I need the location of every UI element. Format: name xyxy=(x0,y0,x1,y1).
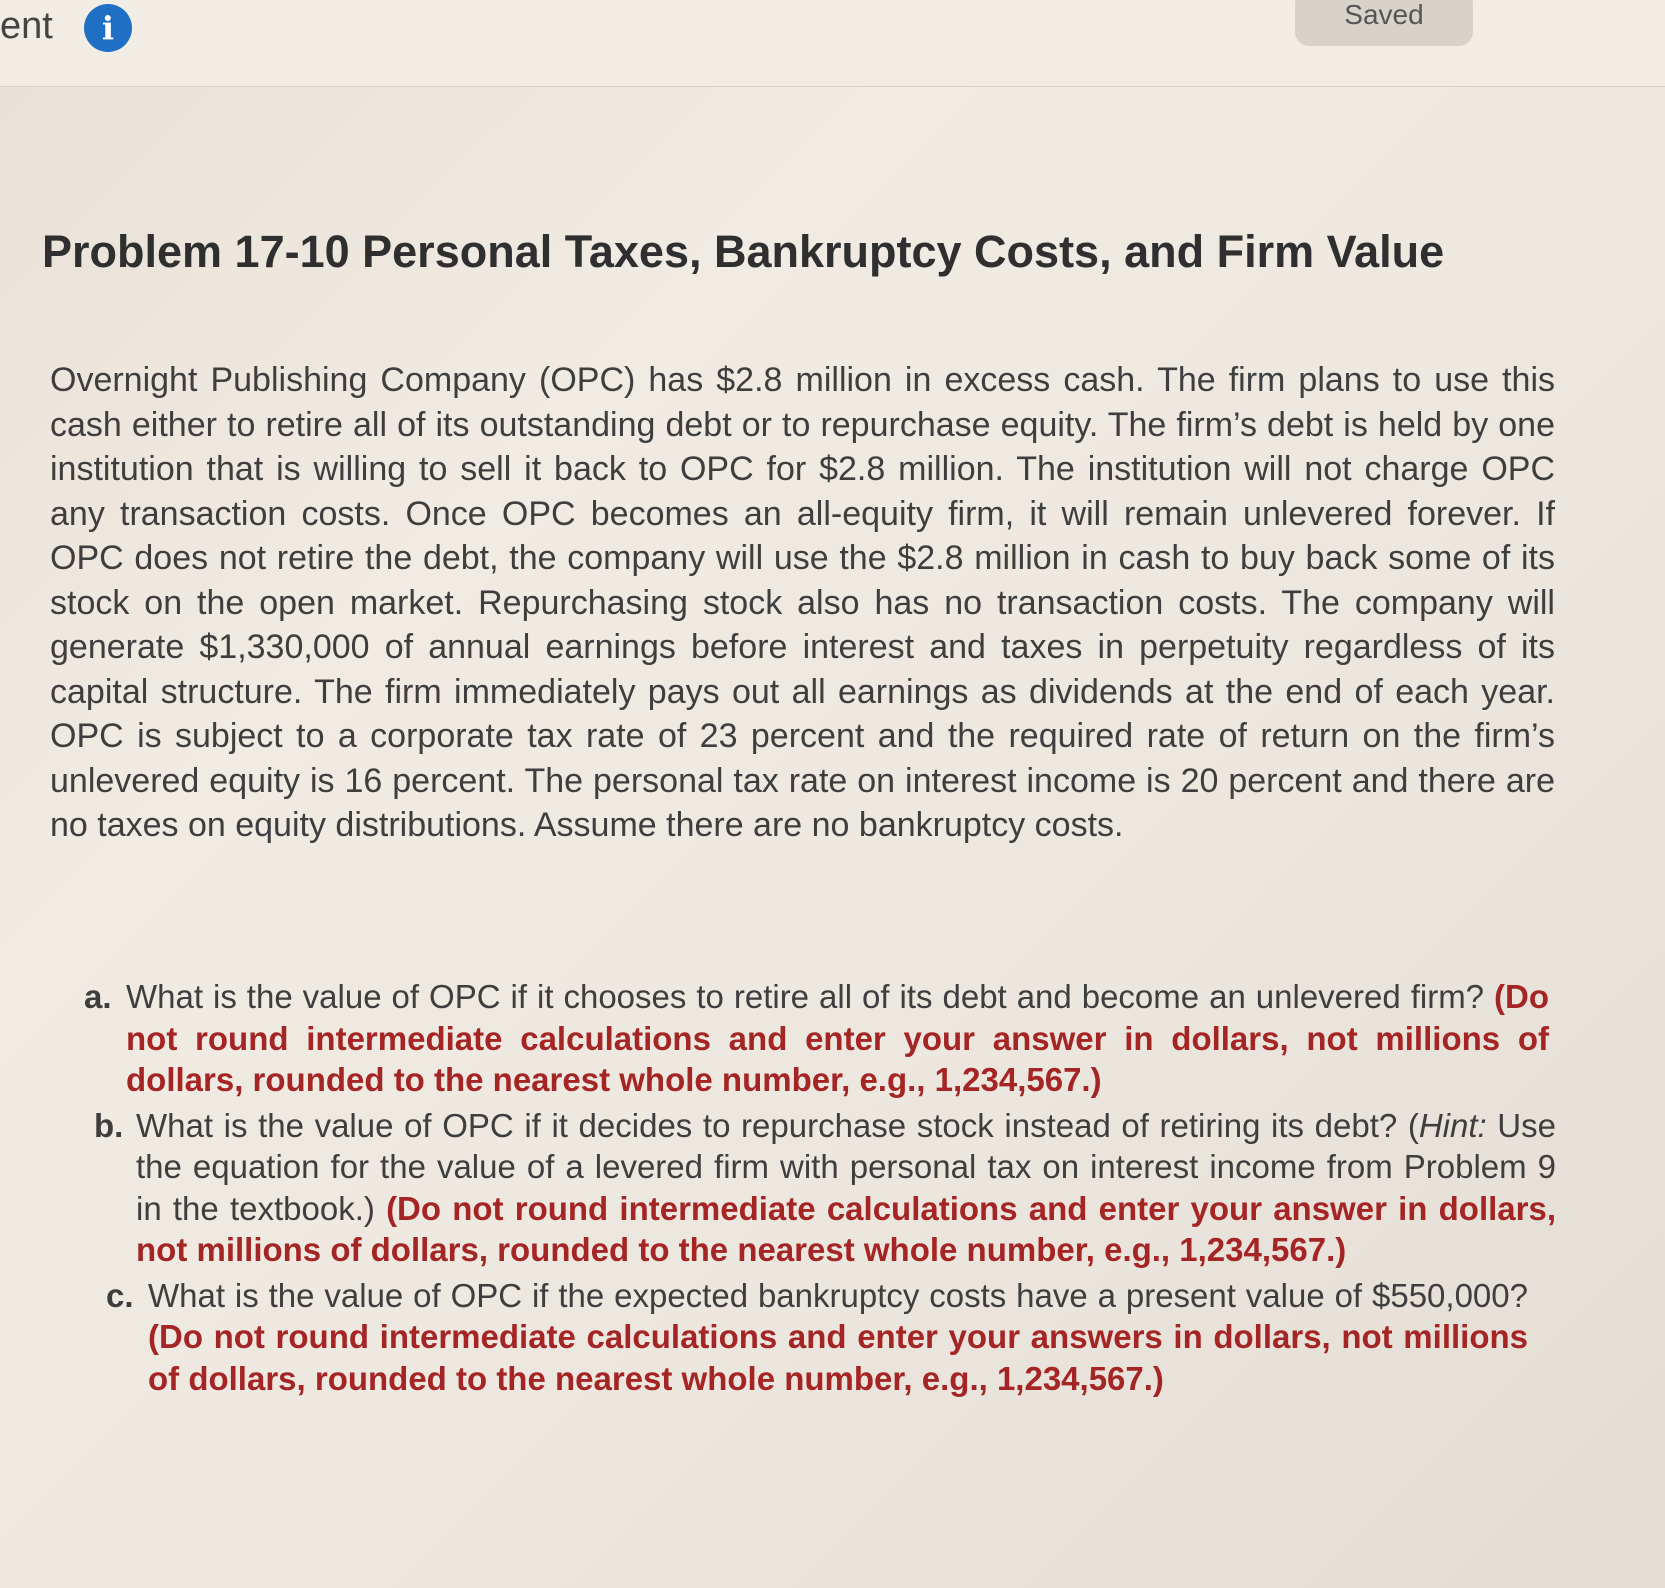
question-instruction: (Do not round intermediate calculations and enter your answer in dollars, not millions of dollars, rounded to the nearest whole number, e.g., 1,234,567.) xyxy=(126,978,1550,1098)
hint-label: Hint: xyxy=(1418,1106,1487,1144)
question-hint-text: Use the equation for the value of a levered firm with personal tax on interest income from Problem 9 in the textbook.) xyxy=(136,1106,1556,1227)
top-bar xyxy=(0,0,1665,87)
problem-body: Overnight Publishing Company (OPC) has $2.8 million in excess cash. The firm plans to use this cash either to retire all of its outstanding debt or to repurchase equity. The firm’s debt is held by one institution that is willing to sell it back to OPC for $2.8 million. The institution will not charge OPC any transaction costs. Once OPC becomes an all-equity firm, it will remain unlevered forever. If OPC does not retire the debt, the company will use the $2.8 million in cash to buy back some of its stock on the open market. Repurchasing stock also has no transaction costs. The company will generate $1,330,000 of annual earnings before interest and taxes in perpetuity regardless of its capital structure. The firm immediately pays out all earnings as dividends at the end of each year. OPC is subject to a corporate tax rate of 23 percent and the required rate of return on the firm’s unlevered equity is 16 percent. The personal tax rate on interest income is 20 percent and there are no taxes on equity distributions. Assume there are no bankruptcy costs. xyxy=(50,361,1555,844)
problem-title: Problem 17-10 Personal Taxes, Bankruptcy Costs, and Firm Value xyxy=(42,226,1445,277)
question-a xyxy=(84,976,1549,1101)
question-instruction: (Do not round intermediate calculations and enter your answers in dollars, not millions of dollars, rounded to the nearest whole number, e.g., 1,234,567.) xyxy=(148,1318,1528,1397)
question-text: What is the value of OPC if it decides to repurchase stock instead of retiring its debt? ( xyxy=(136,1106,1419,1144)
question-letter: b. xyxy=(94,1106,124,1144)
question-instruction: (Do not round intermediate calculations and enter your answer in dollars, not millions of dollars, rounded to the nearest whole number, e.g., 1,234,567.) xyxy=(136,1189,1557,1268)
info-icon[interactable]: i xyxy=(84,4,132,52)
question-text: What is the value of OPC if it chooses to retire all of its debt and become an unlevered firm? xyxy=(126,978,1485,1015)
question-letter: a. xyxy=(84,978,112,1015)
question-b xyxy=(94,1105,1556,1271)
question-c xyxy=(106,1275,1528,1400)
saved-status-badge: Saved xyxy=(1295,0,1473,46)
question-list xyxy=(84,976,1557,1403)
breadcrumb[interactable]: ent xyxy=(0,5,53,47)
question-letter: c. xyxy=(106,1276,134,1314)
question-text: What is the value of OPC if the expected bankruptcy costs have a present value of $550,000? xyxy=(148,1276,1528,1314)
